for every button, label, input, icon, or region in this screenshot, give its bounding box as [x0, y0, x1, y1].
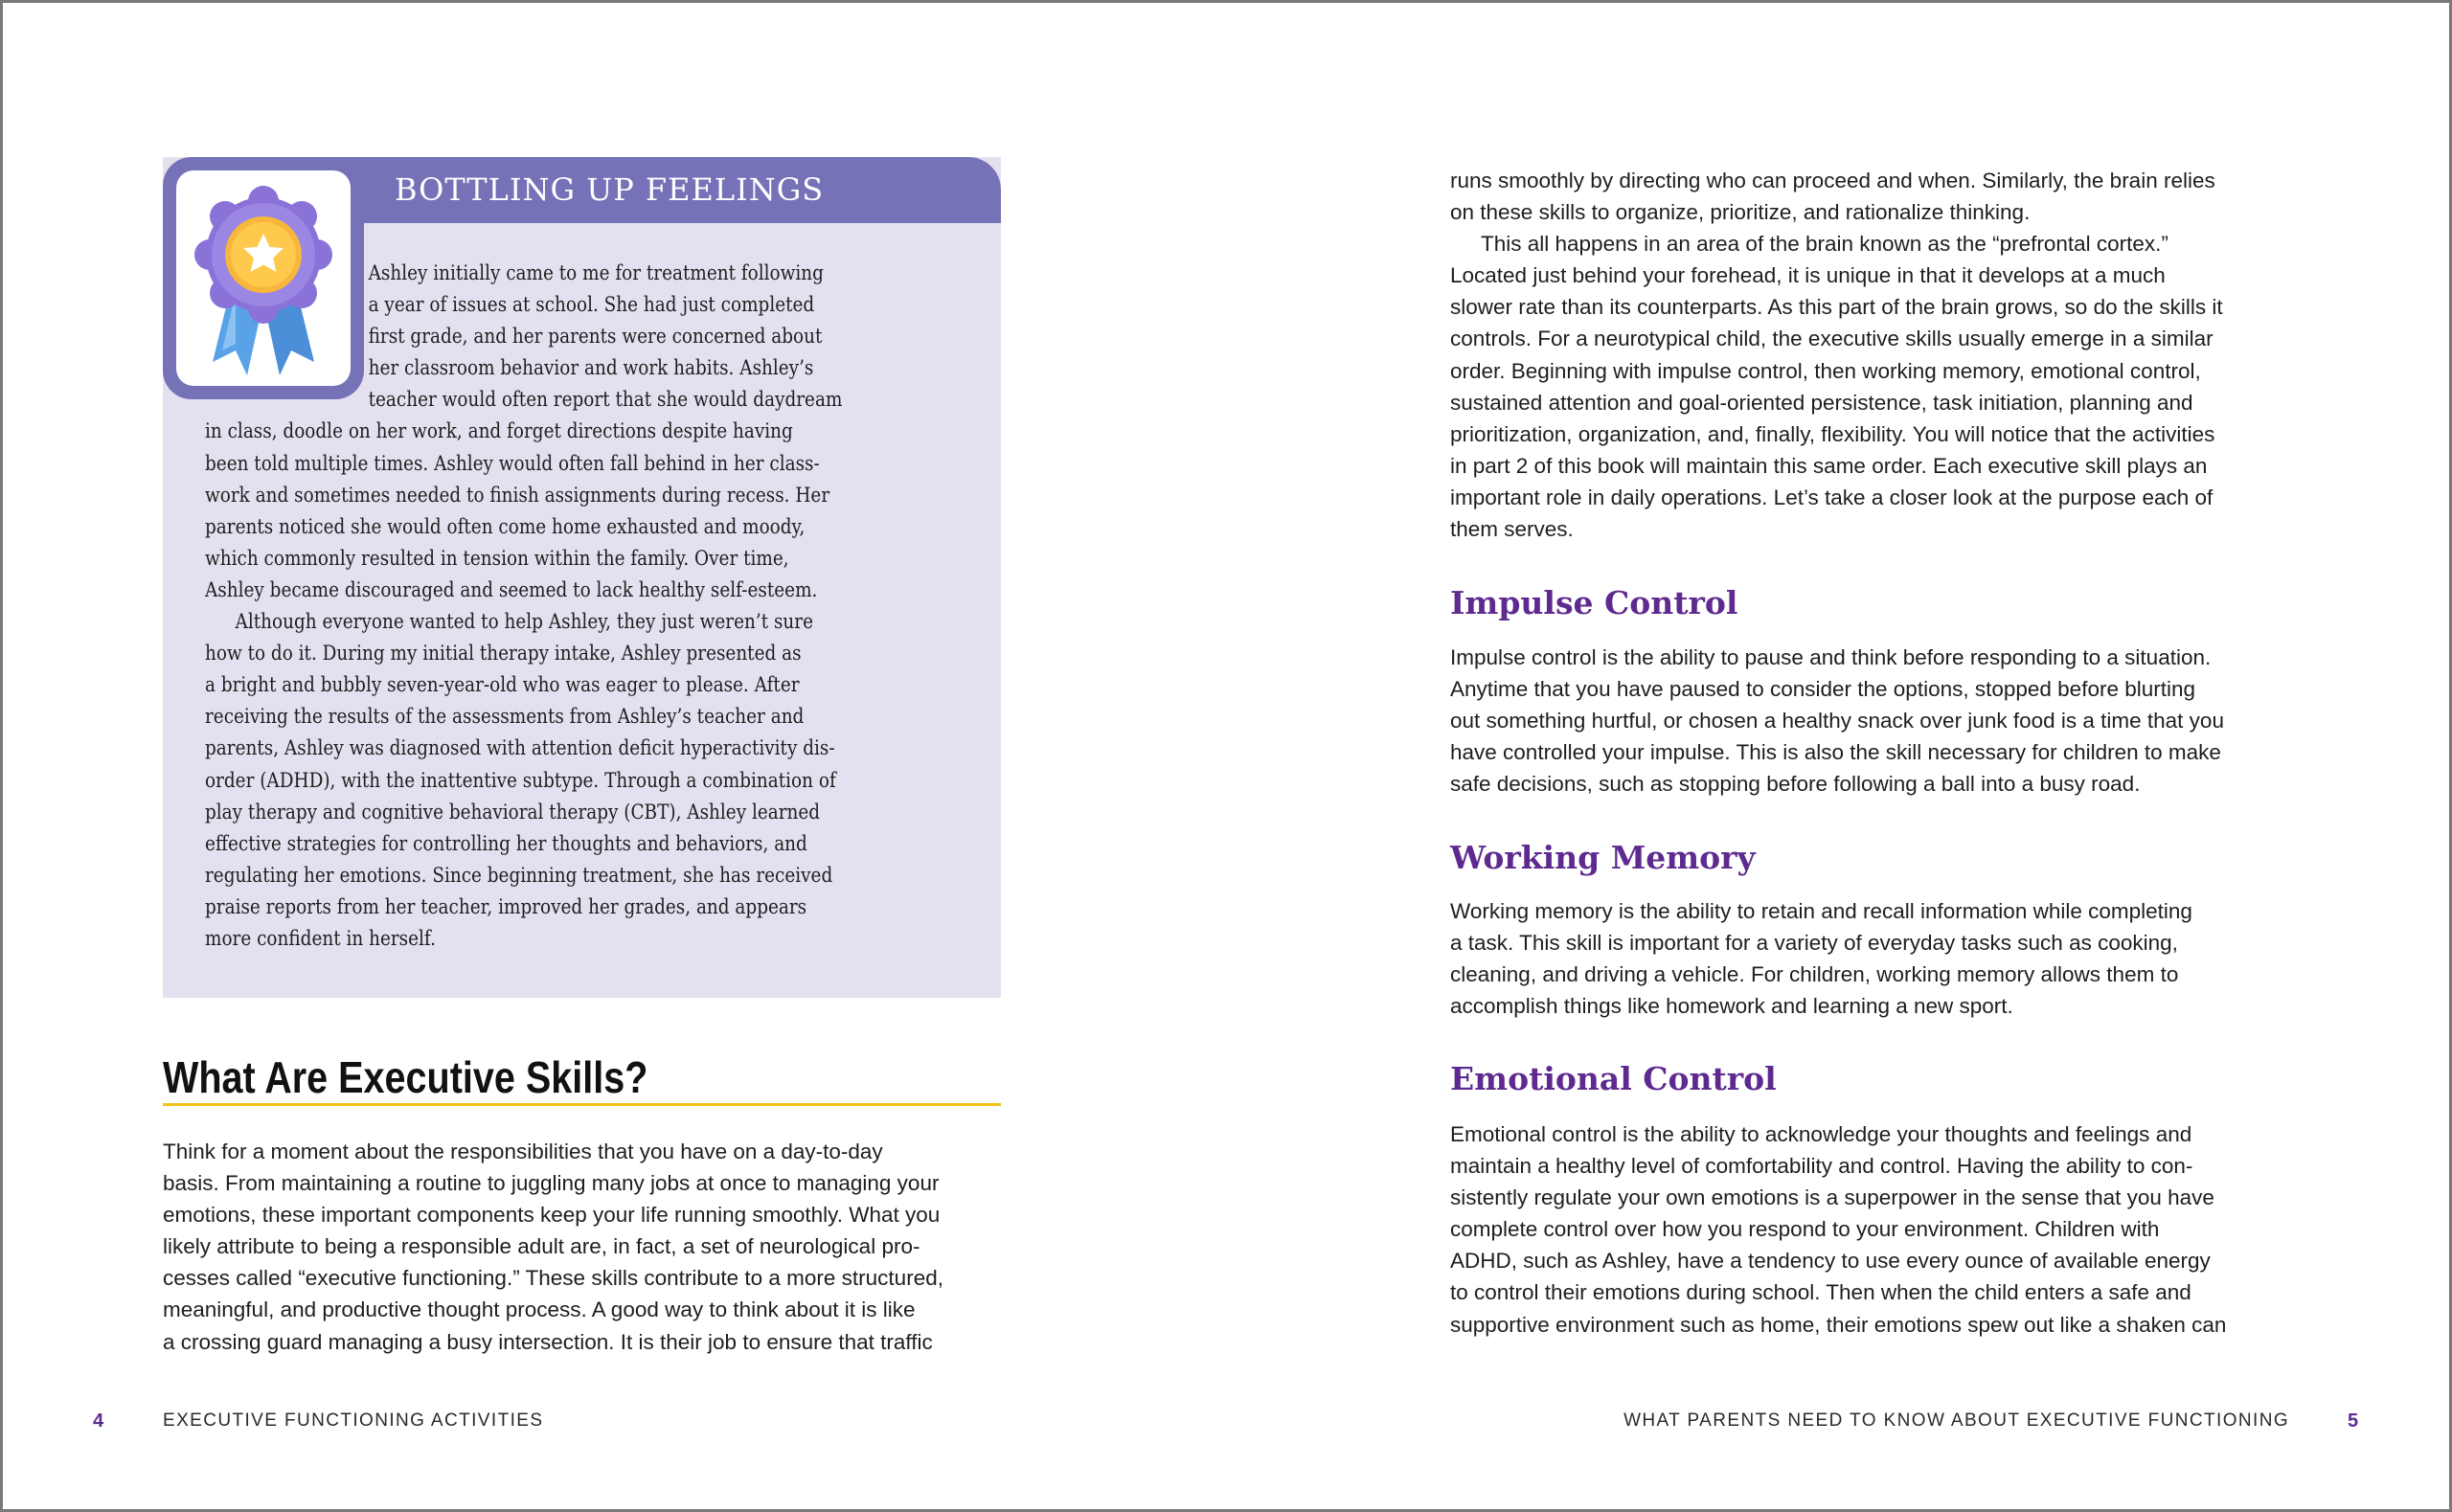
text-line: order (ADHD), with the inattentive subtype. Through a combination of — [205, 768, 836, 793]
left-body-text — [163, 1136, 943, 1358]
impulse-control-heading: Impulse Control — [1450, 584, 1738, 621]
text-line: controls. For a neurotypical child, the executive skills usually emerge in a similar — [1450, 327, 2214, 351]
section-heading: What Are Executive Skills? — [163, 1052, 648, 1102]
text-line: play therapy and cognitive behavioral therapy (CBT), Ashley learned — [205, 800, 821, 824]
callout-box — [163, 157, 1001, 998]
text-line: sistently regulate your own emotions is a superpower in the sense that you have — [1450, 1185, 2214, 1210]
left-running-head: EXECUTIVE FUNCTIONING ACTIVITIES — [163, 1410, 544, 1431]
text-line: cleaning, and driving a vehicle. For children, working memory allows them to — [1450, 962, 2179, 987]
text-line: first grade, and her parents were concerned about — [368, 325, 823, 350]
text-line: to control their emotions during school. Then when the child enters a safe and — [1450, 1280, 2191, 1305]
text-line: in class, doodle on her work, and forget directions despite having — [205, 419, 793, 444]
text-line: a year of issues at school. She had just completed — [368, 293, 815, 318]
working-memory-heading: Working Memory — [1450, 839, 1756, 876]
text-line: regulating her emotions. Since beginning treatment, she has received — [205, 863, 833, 888]
text-line: parents noticed she would often come home exhausted and moody, — [205, 514, 806, 539]
right-page-number: 5 — [2348, 1410, 2359, 1432]
text-line: prioritization, organization, and, finally, flexibility. You will notice that the activities — [1450, 421, 2215, 446]
text-line: meaningful, and productive thought process. A good way to think about it is like — [163, 1298, 916, 1322]
text-line: receiving the results of the assessments from Ashley’s teacher and — [205, 705, 805, 730]
callout-body — [205, 258, 997, 955]
text-line: Impulse control is the ability to pause and think before responding to a situation. — [1450, 645, 2212, 669]
text-line: in part 2 of this book will maintain this same order. Each executive skill plays an — [1450, 453, 2208, 478]
text-line: have controlled your impulse. This is also the skill necessary for children to make — [1450, 740, 2221, 765]
right-intro-text — [1450, 165, 2223, 545]
text-line: likely attribute to being a responsible adult are, in fact, a set of neurological pro- — [163, 1234, 920, 1259]
text-line: effective strategies for controlling her thoughts and behaviors, and — [205, 831, 807, 856]
text-line: order. Beginning with impulse control, then working memory, emotional control, — [1450, 358, 2201, 383]
text-line: Located just behind your forehead, it is unique in that it develops at a much — [1450, 263, 2166, 288]
text-line: them serves. — [1450, 517, 1574, 542]
text-line: Ashley became discouraged and seemed to lack healthy self-esteem. — [205, 577, 818, 602]
left-page-number: 4 — [93, 1410, 104, 1432]
text-line: accomplish things like homework and learning a new sport. — [1450, 994, 2013, 1019]
text-line: which commonly resulted in tension within the family. Over time, — [205, 546, 789, 571]
right-running-head: WHAT PARENTS NEED TO KNOW ABOUT EXECUTIVE FUNCTIONING — [1623, 1410, 2289, 1431]
text-line: work and sometimes needed to finish assignments during recess. Her — [205, 483, 830, 508]
text-line: a task. This skill is important for a variety of everyday tasks such as cooking, — [1450, 931, 2178, 956]
text-line: complete control over how you respond to your environment. Children with — [1450, 1217, 2160, 1242]
impulse-control-text — [1450, 642, 2224, 800]
heading-underline — [163, 1103, 1001, 1106]
text-line: sustained attention and goal-oriented persistence, task initiation, planning and — [1450, 390, 2193, 415]
text-line: on these skills to organize, prioritize, and rationalize thinking. — [1450, 200, 2031, 225]
text-line: praise reports from her teacher, improved her grades, and appears — [205, 894, 807, 919]
text-line: ADHD, such as Ashley, have a tendency to use every ounce of available energy — [1450, 1249, 2211, 1274]
text-line: how to do it. During my initial therapy intake, Ashley presented as — [205, 642, 802, 666]
text-line: out something hurtful, or chosen a healthy snack over junk food is a time that you — [1450, 709, 2224, 733]
text-line: a bright and bubbly seven-year-old who was eager to please. After — [205, 673, 800, 698]
text-line: Anytime that you have paused to consider the options, stopped before blurting — [1450, 677, 2196, 702]
emotional-control-heading: Emotional Control — [1450, 1060, 1777, 1097]
text-line: teacher would often report that she would daydream — [368, 388, 843, 413]
text-line: emotions, these important components keep your life running smoothly. What you — [163, 1203, 941, 1228]
text-line: Emotional control is the ability to acknowledge your thoughts and feelings and — [1450, 1122, 2192, 1146]
emotional-control-text — [1450, 1118, 2226, 1341]
text-line: runs smoothly by directing who can proceed and when. Similarly, the brain relies — [1450, 169, 2215, 192]
callout-title: BOTTLING UP FEELINGS — [395, 171, 825, 208]
text-line: cesses called “executive functioning.” These skills contribute to a more structured, — [163, 1266, 943, 1291]
text-line: been told multiple times. Ashley would often fall behind in her class- — [205, 451, 820, 476]
text-line: parents, Ashley was diagnosed with attention deficit hyperactivity dis- — [205, 736, 835, 761]
text-line: Working memory is the ability to retain and recall information while completing — [1450, 899, 2192, 923]
text-line: This all happens in an area of the brain known as the “prefrontal cortex.” — [1481, 232, 2168, 257]
text-line: important role in daily operations. Let’s take a closer look at the purpose each of — [1450, 485, 2214, 509]
text-line: supportive environment such as home, their emotions spew out like a shaken can — [1450, 1312, 2227, 1337]
text-line: more confident in herself. — [205, 926, 436, 951]
text-line: a crossing guard managing a busy intersection. It is their job to ensure that traffic — [163, 1329, 933, 1354]
text-line: Think for a moment about the responsibilities that you have on a day-to-day — [163, 1140, 883, 1163]
text-line: Ashley initially came to me for treatment following — [368, 261, 824, 285]
text-line: maintain a healthy level of comfortability and control. Having the ability to con- — [1450, 1154, 2193, 1179]
text-line: basis. From maintaining a routine to juggling many jobs at once to managing your — [163, 1171, 940, 1196]
text-line: safe decisions, such as stopping before following a ball into a busy road. — [1450, 772, 2141, 797]
text-line: Although everyone wanted to help Ashley, they just weren’t sure — [235, 610, 813, 635]
text-line: slower rate than its counterparts. As this part of the brain grows, so do the skills it — [1450, 295, 2223, 320]
text-line: her classroom behavior and work habits. Ashley’s — [368, 356, 814, 381]
working-memory-text — [1450, 895, 2192, 1022]
